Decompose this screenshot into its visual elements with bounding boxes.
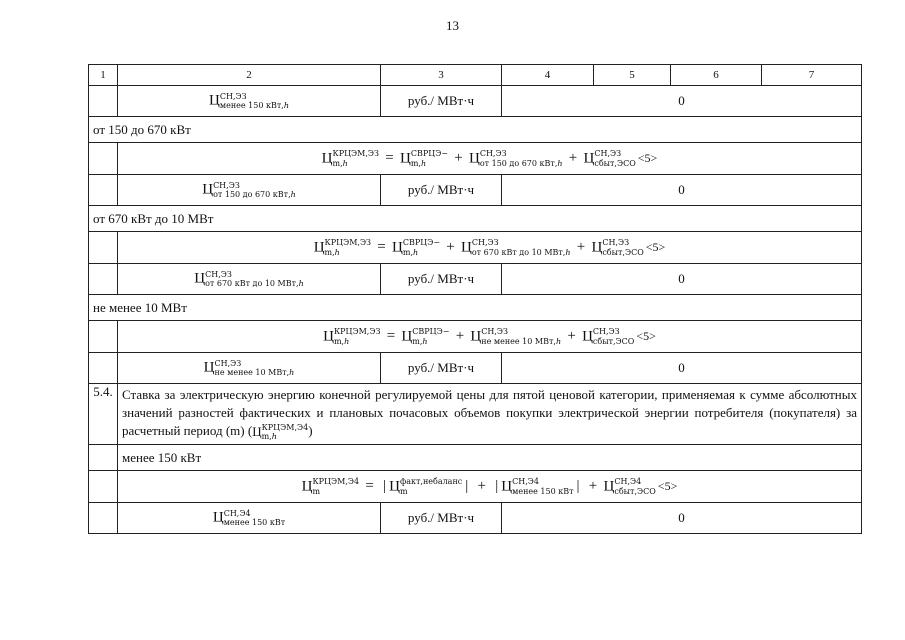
superscript: СН,ЭЗ bbox=[471, 237, 499, 247]
superscript: СН,ЭЗ bbox=[592, 326, 620, 336]
header-col-6: 6 bbox=[671, 65, 762, 86]
closing-paren: ) bbox=[308, 423, 313, 438]
table-row bbox=[89, 503, 862, 534]
subscript: сбыт,ЭСО bbox=[594, 158, 636, 168]
superscript: СН,Э4 bbox=[614, 476, 642, 486]
sup-sub-stack bbox=[262, 423, 309, 441]
table-row bbox=[89, 86, 862, 117]
superscript: СН,Э4 bbox=[223, 509, 251, 518]
formula-cell bbox=[118, 232, 862, 264]
subscript: m bbox=[312, 486, 321, 496]
c-symbol: Ц bbox=[401, 328, 413, 344]
index-cell bbox=[89, 143, 118, 175]
index-cell bbox=[89, 264, 118, 295]
sup-sub-stack bbox=[213, 181, 296, 199]
sup-sub-stack bbox=[220, 92, 289, 110]
subscript: m,ℎ bbox=[261, 432, 277, 442]
superscript: СН,ЭЗ bbox=[594, 148, 622, 158]
sup-sub-stack bbox=[205, 270, 304, 288]
c-symbol: Ц bbox=[399, 150, 411, 166]
c-symbol: Ц bbox=[194, 270, 206, 287]
table-row bbox=[89, 175, 862, 206]
sup-sub-stack bbox=[593, 327, 634, 347]
superscript: СН,ЭЗ bbox=[205, 270, 232, 279]
sup-sub-stack bbox=[411, 149, 448, 169]
value-cell: 0 bbox=[502, 353, 862, 384]
sup-sub-stack bbox=[594, 149, 635, 169]
formula-row bbox=[89, 471, 862, 503]
plus-sign: + bbox=[588, 478, 598, 494]
c-symbol: Ц bbox=[501, 478, 513, 494]
superscript: СН,ЭЗ bbox=[602, 237, 630, 247]
item-5-4-row bbox=[89, 384, 862, 445]
section-row bbox=[89, 117, 862, 143]
c-symbol: Ц bbox=[321, 150, 333, 166]
plus-sign: + bbox=[567, 328, 576, 344]
unit-cell: руб./ МВт·ч bbox=[381, 353, 502, 384]
section-row bbox=[89, 445, 862, 471]
abs-bar-right: | bbox=[576, 478, 580, 494]
subscript: от 150 до 670 кВт,ℎ bbox=[213, 190, 296, 199]
c-symbol: Ц bbox=[389, 478, 400, 494]
formula-row bbox=[89, 143, 862, 175]
item-description bbox=[118, 384, 862, 445]
sup-sub-stack bbox=[224, 509, 285, 527]
header-col-3: 3 bbox=[381, 65, 502, 86]
index-cell bbox=[89, 503, 118, 534]
plus-sign: + bbox=[454, 150, 463, 166]
subscript: от 670 кВт до 10 МВт,ℎ bbox=[471, 247, 571, 257]
plus-sign: + bbox=[477, 478, 486, 494]
subscript: не менее 10 МВт,ℎ bbox=[214, 368, 295, 377]
sup-sub-stack bbox=[403, 238, 440, 258]
superscript: КРЦЭМ,ЭЗ bbox=[333, 326, 381, 336]
sup-sub-stack bbox=[334, 327, 381, 347]
subscript: m bbox=[399, 486, 408, 496]
c-symbol: Ц bbox=[212, 509, 224, 526]
subscript: сбыт,ЭСО bbox=[614, 486, 656, 496]
equals-sign: = bbox=[377, 239, 386, 255]
sup-sub-stack bbox=[602, 238, 643, 258]
tariff-table bbox=[88, 64, 862, 534]
subscript: m,ℎ bbox=[410, 158, 427, 168]
c-symbol: Ц bbox=[323, 328, 334, 344]
abs-bar-left: | bbox=[383, 478, 387, 494]
index-cell bbox=[89, 321, 118, 353]
unit-cell: руб./ МВт·ч bbox=[381, 264, 502, 295]
footnote-ref: <5> bbox=[636, 329, 656, 343]
item-index: 5.4. bbox=[89, 384, 118, 445]
section-label: от 150 до 670 кВт bbox=[89, 117, 862, 143]
subscript: менее 150 кВт bbox=[512, 486, 574, 496]
symbol-cell bbox=[118, 264, 381, 295]
footnote-ref: <5> bbox=[657, 479, 678, 493]
c-symbol: Ц bbox=[203, 359, 215, 376]
header-col-2: 2 bbox=[118, 65, 381, 86]
item-description-text bbox=[122, 384, 857, 441]
c-symbol: Ц bbox=[252, 424, 262, 440]
index-cell bbox=[89, 353, 118, 384]
formula-row bbox=[89, 321, 862, 353]
page-number: 13 bbox=[446, 18, 459, 33]
sup-sub-stack bbox=[412, 327, 449, 347]
sup-sub-stack bbox=[512, 477, 573, 497]
superscript: СН,ЭЗ bbox=[481, 326, 509, 336]
sup-sub-stack bbox=[400, 477, 462, 497]
index-cell bbox=[89, 232, 118, 264]
c-symbol: Ц bbox=[209, 92, 220, 109]
section-label: от 670 кВт до 10 МВт bbox=[89, 206, 862, 232]
formula-row bbox=[89, 232, 862, 264]
section-label: менее 150 кВт bbox=[118, 445, 862, 471]
equals-sign: = bbox=[385, 150, 394, 166]
c-symbol: Ц bbox=[591, 239, 603, 255]
header-col-1: 1 bbox=[89, 65, 118, 86]
formula-cell bbox=[118, 471, 862, 503]
formula-cell bbox=[118, 143, 862, 175]
equals-sign: = bbox=[365, 478, 374, 494]
plus-sign: + bbox=[568, 150, 578, 166]
section-label: не менее 10 МВт bbox=[89, 295, 862, 321]
sup-sub-stack bbox=[312, 477, 359, 497]
subscript: от 670 кВт до 10 МВт,ℎ bbox=[205, 279, 304, 288]
value-cell: 0 bbox=[502, 264, 862, 295]
header-col-5: 5 bbox=[594, 65, 671, 86]
table-row bbox=[89, 264, 862, 295]
table-row bbox=[89, 353, 862, 384]
equals-sign: = bbox=[386, 328, 396, 344]
c-symbol: Ц bbox=[470, 328, 482, 344]
plus-sign: + bbox=[455, 328, 465, 344]
c-symbol: Ц bbox=[202, 181, 214, 198]
unit-cell: руб./ МВт·ч bbox=[381, 175, 502, 206]
superscript: СВРЦЭ− bbox=[410, 148, 449, 158]
superscript: КРЦЭМ,Э4 bbox=[312, 476, 360, 486]
footnote-ref: <5> bbox=[637, 151, 658, 165]
superscript: КРЦЭМ,ЭЗ bbox=[332, 148, 380, 158]
c-symbol: Ц bbox=[301, 478, 313, 494]
symbol-cell bbox=[118, 353, 381, 384]
symbol-cell bbox=[118, 503, 381, 534]
subscript: не менее 10 МВт,ℎ bbox=[481, 336, 562, 346]
superscript: СН,ЭЗ bbox=[213, 181, 240, 190]
superscript: КРЦЭМ,ЭЗ bbox=[324, 237, 372, 247]
sup-sub-stack bbox=[480, 149, 563, 169]
plus-sign: + bbox=[446, 239, 455, 255]
c-symbol: Ц bbox=[313, 239, 325, 255]
abs-bar-right: | bbox=[465, 478, 469, 494]
c-symbol: Ц bbox=[468, 150, 480, 166]
footnote-ref: <5> bbox=[645, 240, 666, 254]
value-cell: 0 bbox=[502, 175, 862, 206]
subscript: сбыт,ЭСО bbox=[592, 336, 635, 346]
index-cell bbox=[89, 445, 118, 471]
c-symbol: Ц bbox=[603, 478, 615, 494]
sup-sub-stack bbox=[481, 327, 561, 347]
superscript: СН,ЭЗ bbox=[219, 92, 247, 101]
superscript: факт,небаланс bbox=[399, 476, 463, 486]
subscript: от 150 до 670 кВт,ℎ bbox=[479, 158, 563, 168]
plus-sign: + bbox=[576, 239, 586, 255]
subscript: менее 150 кВт bbox=[223, 518, 286, 527]
c-symbol: Ц bbox=[583, 150, 595, 166]
section-row bbox=[89, 206, 862, 232]
subscript: менее 150 кВт,ℎ bbox=[219, 101, 289, 110]
c-symbol: Ц bbox=[582, 328, 593, 344]
subscript: m,ℎ bbox=[412, 336, 428, 346]
unit-cell: руб./ МВт·ч bbox=[381, 503, 502, 534]
subscript: сбыт,ЭСО bbox=[602, 247, 644, 257]
header-row bbox=[89, 65, 862, 86]
index-cell bbox=[89, 86, 118, 117]
sup-sub-stack bbox=[325, 238, 372, 258]
subscript: m,ℎ bbox=[324, 247, 340, 257]
sup-sub-stack bbox=[472, 238, 571, 258]
value-cell: 0 bbox=[502, 503, 862, 534]
subscript: m,ℎ bbox=[332, 158, 348, 168]
unit-cell: руб./ МВт·ч bbox=[381, 86, 502, 117]
description-body: Ставка за электрическую энергию конечной регулируемой цены для пятой ценовой категории, применяемая к сумме абсолютных значений разностей фактических и плановых почасовых объемов покупки электрической энергии потребителя (покупателя) за расчетный период (m) ( bbox=[122, 387, 857, 438]
sup-sub-stack bbox=[333, 149, 380, 169]
c-symbol: Ц bbox=[392, 239, 403, 255]
index-cell bbox=[89, 471, 118, 503]
sup-sub-stack bbox=[614, 477, 655, 497]
superscript: СН,ЭЗ bbox=[479, 148, 507, 158]
section-row bbox=[89, 295, 862, 321]
subscript: m,ℎ bbox=[402, 247, 419, 257]
superscript: СН,Э4 bbox=[512, 476, 539, 486]
value-cell: 0 bbox=[502, 86, 862, 117]
abs-bar-left: | bbox=[495, 478, 499, 494]
sup-sub-stack bbox=[215, 359, 295, 377]
superscript: СВРЦЭ− bbox=[412, 326, 450, 336]
symbol-cell bbox=[118, 175, 381, 206]
superscript: СВРЦЭ− bbox=[402, 237, 441, 247]
header-col-4: 4 bbox=[502, 65, 594, 86]
superscript: СН,ЭЗ bbox=[214, 359, 242, 368]
subscript: m,ℎ bbox=[333, 336, 350, 346]
symbol-cell bbox=[118, 86, 381, 117]
formula-cell bbox=[118, 321, 862, 353]
header-col-7: 7 bbox=[762, 65, 862, 86]
superscript: КРЦЭМ,Э4 bbox=[261, 423, 309, 433]
index-cell bbox=[89, 175, 118, 206]
c-symbol: Ц bbox=[461, 239, 472, 255]
